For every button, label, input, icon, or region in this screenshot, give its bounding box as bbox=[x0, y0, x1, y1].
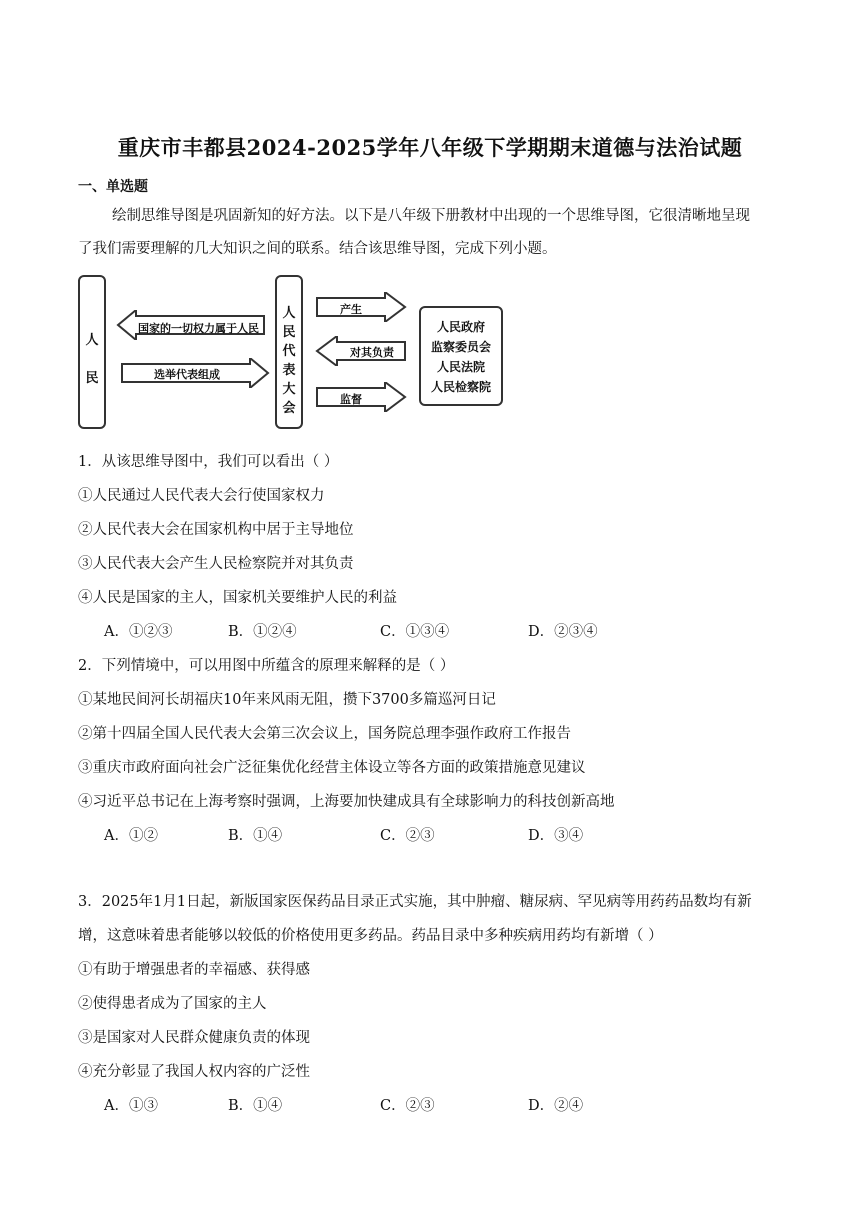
q1-item: ③人民代表大会产生人民检察院并对其负责 bbox=[78, 556, 354, 572]
q3-option-c[interactable]: C．②③ bbox=[380, 1098, 435, 1114]
congress-label bbox=[278, 304, 300, 418]
organ-court: 人民法院 bbox=[436, 360, 485, 374]
q2-item: ③重庆市政府面向社会广泛征集优化经营主体设立等各方面的政策措施意见建议 bbox=[78, 760, 586, 776]
q2-stem: 2．下列情境中，可以用图中所蕴含的原理来解释的是（ ） bbox=[78, 658, 455, 674]
power-arrow-label: 国家的一切权力属于人民 bbox=[138, 322, 259, 335]
q1-item: ①人民通过人民代表大会行使国家权力 bbox=[78, 488, 325, 504]
q2-option-c[interactable]: C．②③ bbox=[380, 828, 435, 844]
q1-option-a[interactable]: A．①②③ bbox=[104, 624, 173, 640]
q3-option-a[interactable]: A．①③ bbox=[104, 1098, 158, 1114]
q2-item: ①某地民间河长胡福庆10年来风雨无阻，攒下3700多篇巡河日记 bbox=[78, 692, 496, 708]
congress-text: 人民代表大会 bbox=[282, 306, 296, 416]
q3-item: ③是国家对人民群众健康负责的体现 bbox=[78, 1030, 310, 1046]
organ-supervision: 监察委员会 bbox=[430, 340, 491, 354]
q2-option-d[interactable]: D．③④ bbox=[528, 828, 584, 844]
people-text: 人民 bbox=[85, 333, 99, 386]
intro-line-2: 了我们需要理解的几大知识之间的联系。结合该思维导图，完成下列小题。 bbox=[78, 241, 557, 257]
q2-option-a[interactable]: A．①② bbox=[104, 828, 158, 844]
q3-item: ②使得患者成为了国家的主人 bbox=[78, 996, 267, 1012]
q1-option-d[interactable]: D．②③④ bbox=[528, 624, 598, 640]
q1-option-b[interactable]: B．①②④ bbox=[228, 624, 297, 640]
produce-arrow-label: 产生 bbox=[340, 303, 362, 316]
elect-arrow-label: 选举代表组成 bbox=[154, 368, 220, 381]
q1-option-c[interactable]: C．①③④ bbox=[380, 624, 450, 640]
organ-procuratorate: 人民检察院 bbox=[430, 380, 491, 394]
q1-item: ②人民代表大会在国家机构中居于主导地位 bbox=[78, 522, 354, 538]
q3-option-d[interactable]: D．②④ bbox=[528, 1098, 584, 1114]
organ-government: 人民政府 bbox=[436, 320, 485, 334]
responsible-arrow-label: 对其负责 bbox=[350, 346, 394, 359]
q3-stem-line-2: 增，这意味着患者能够以较低的价格使用更多药品。药品目录中多种疾病用药均有新增（ ） bbox=[78, 928, 663, 944]
q3-item: ④充分彰显了我国人权内容的广泛性 bbox=[78, 1064, 310, 1080]
q3-stem-line-1: 3．2025年1月1日起，新版国家医保药品目录正式实施，其中肿瘤、糖尿病、罕见病等用药药品数均有新 bbox=[78, 894, 752, 910]
supervise-arrow-label: 监督 bbox=[340, 393, 362, 406]
intro-line-1: 绘制思维导图是巩固新知的好方法。以下是八年级下册教材中出现的一个思维导图，它很清晰地呈现 bbox=[112, 208, 750, 224]
q1-stem: 1．从该思维导图中，我们可以看出（ ） bbox=[78, 454, 339, 470]
page-title: 重庆市丰都县2024-2025学年八年级下学期期末道德与法治试题 bbox=[117, 135, 743, 160]
q1-item: ④人民是国家的主人，国家机关要维护人民的利益 bbox=[78, 590, 397, 606]
q2-item: ②第十四届全国人民代表大会第三次会议上，国务院总理李强作政府工作报告 bbox=[78, 726, 571, 742]
people-label bbox=[81, 322, 103, 398]
q3-item: ①有助于增强患者的幸福感、获得感 bbox=[78, 962, 310, 978]
q3-option-b[interactable]: B．①④ bbox=[228, 1098, 283, 1114]
q2-option-b[interactable]: B．①④ bbox=[228, 828, 283, 844]
q2-item: ④习近平总书记在上海考察时强调，上海要加快建成具有全球影响力的科技创新高地 bbox=[78, 794, 615, 810]
intro-paragraph bbox=[78, 200, 790, 266]
section-heading: 一、单选题 bbox=[78, 179, 148, 195]
mind-map-diagram bbox=[78, 270, 508, 430]
state-organs-box bbox=[419, 306, 503, 406]
